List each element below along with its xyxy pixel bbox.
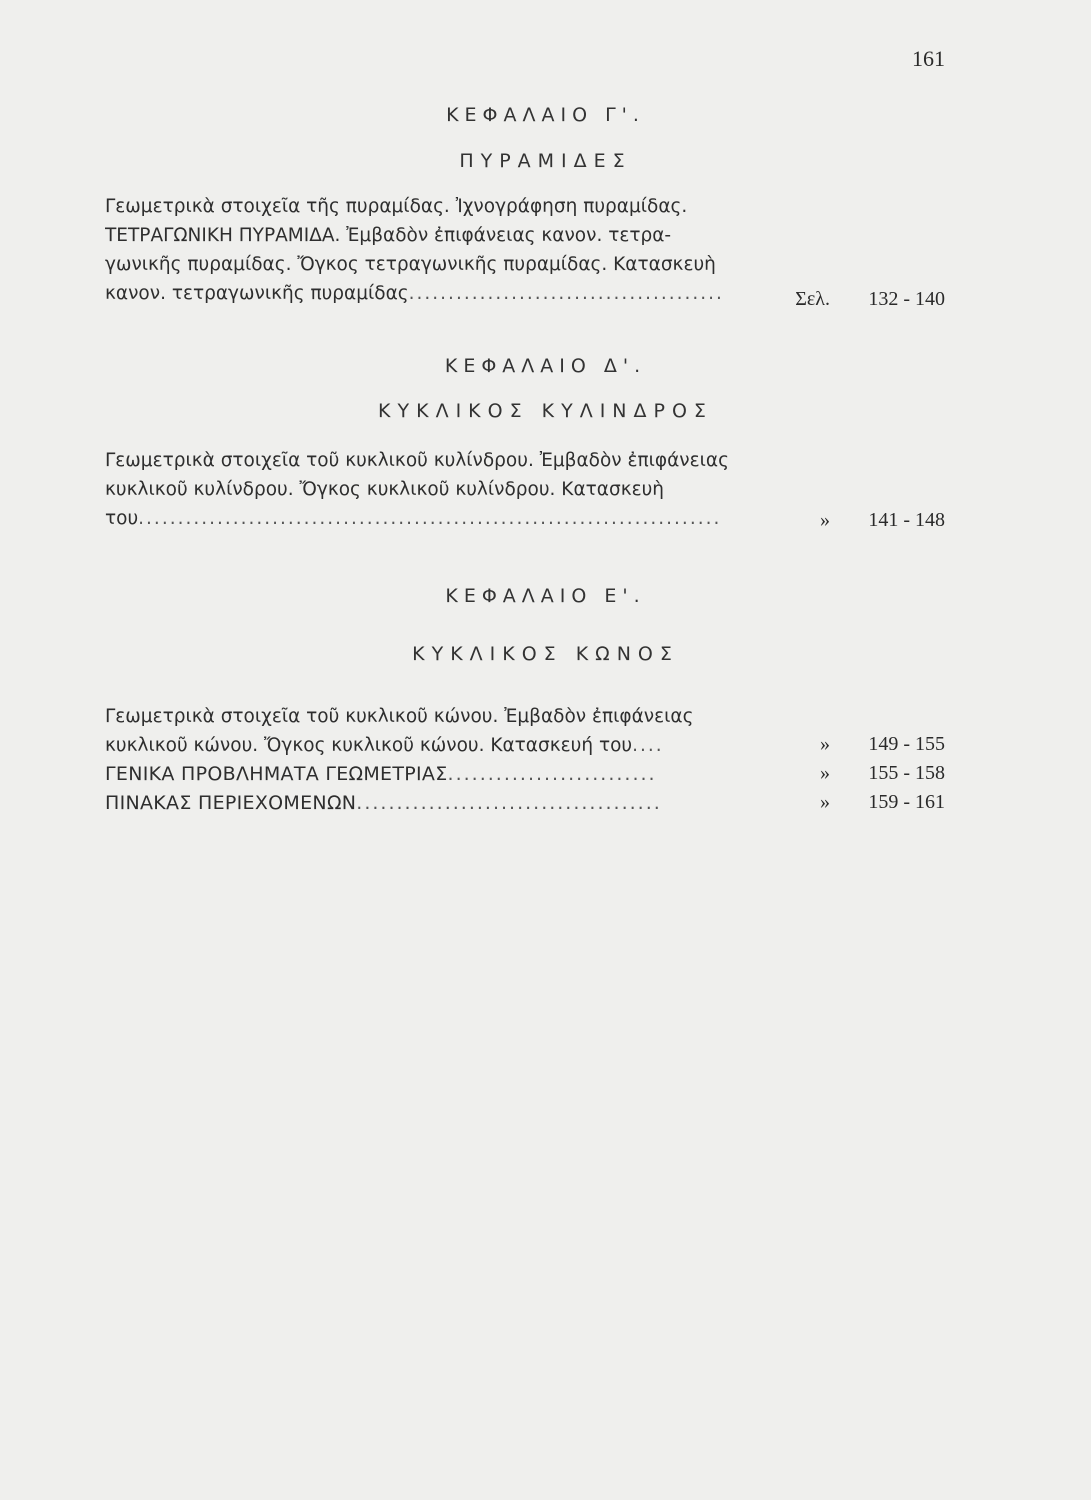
chapter-description xyxy=(105,192,785,308)
description-line: κυκλικοῦ κυλίνδρου. Ὄγκος κυκλικοῦ κυλίνδρου. Κατασκευὴ xyxy=(105,479,665,500)
entry-line-leader: ΓΕΝΙΚΑ ΠΡΟΒΛΗΜΑΤΑ ΓΕΩΜΕΤΡΙΑΣ.......................... xyxy=(105,760,785,789)
chapter-subtitle: ΚΥΚΛΙΚΟΣ ΚΩΝΟΣ xyxy=(412,643,679,665)
dot-leader: .......................... xyxy=(447,763,657,785)
page-prefix: Σελ. xyxy=(795,288,830,310)
description-line: γωνικῆς πυραμίδας. Ὄγκος τετραγωνικῆς πυραμίδας. Κατασκευὴ xyxy=(105,254,716,275)
page-prefix: » xyxy=(820,762,830,784)
chapter-title: ΚΕΦΑΛΑΙΟ Γ'. xyxy=(446,104,645,126)
chapter-description xyxy=(105,446,785,533)
page-number: 161 xyxy=(912,46,945,71)
entry-line-leader: ΠΙΝΑΚΑΣ ΠΕΡΙΕΧΟΜΕΝΩΝ...................................... xyxy=(105,789,785,818)
description-line: Γεωμετρικὰ στοιχεῖα τοῦ κυκλικοῦ κώνου. Ἐμβαδὸν ἐπιφάνειας xyxy=(105,706,694,727)
page-range: 141 - 148 xyxy=(868,509,945,531)
description-line-leader: του.......................................................................... xyxy=(105,504,785,533)
description-line: Γεωμετρικὰ στοιχεῖα τῆς πυραμίδας. Ἰχνογράφηση πυραμίδας. xyxy=(105,196,688,217)
chapter-description xyxy=(105,702,785,818)
chapter-subtitle: ΚΥΚΛΙΚΟΣ ΚΥΛΙΝΔΡΟΣ xyxy=(378,400,713,422)
dot-leader: .... xyxy=(632,735,664,756)
page-range: 149 - 155 xyxy=(868,733,945,755)
page-prefix: » xyxy=(820,733,830,755)
chapter-title: ΚΕΦΑΛΑΙΟ Ε'. xyxy=(445,585,646,607)
page-prefix: » xyxy=(820,791,830,813)
description-line-leader: κανον. τετραγωνικῆς πυραμίδας........................................ xyxy=(105,279,785,308)
description-line-leader: κυκλικοῦ κώνου. Ὄγκος κυκλικοῦ κώνου. Κατασκευή του.... xyxy=(105,731,785,760)
chapter-title: ΚΕΦΑΛΑΙΟ Δ'. xyxy=(444,355,647,377)
description-line: ΤΕΤΡΑΓΩΝΙΚΗ ΠΥΡΑΜΙΔΑ. Ἐμβαδὸν ἐπιφάνειας κανον. τετρα- xyxy=(105,225,672,246)
page-range: 132 - 140 xyxy=(868,288,945,310)
page-range: 155 - 158 xyxy=(868,762,945,784)
dot-leader: ........................................ xyxy=(408,283,724,304)
page-range: 159 - 161 xyxy=(868,791,945,813)
chapter-subtitle: ΠΥΡΑΜΙΔΕΣ xyxy=(459,150,632,172)
description-line: Γεωμετρικὰ στοιχεῖα τοῦ κυκλικοῦ κυλίνδρου. Ἐμβαδὸν ἐπιφάνειας xyxy=(105,450,729,471)
page-prefix: » xyxy=(820,509,830,531)
dot-leader: ...................................... xyxy=(356,792,662,814)
dot-leader: .......................................................................... xyxy=(138,508,722,529)
